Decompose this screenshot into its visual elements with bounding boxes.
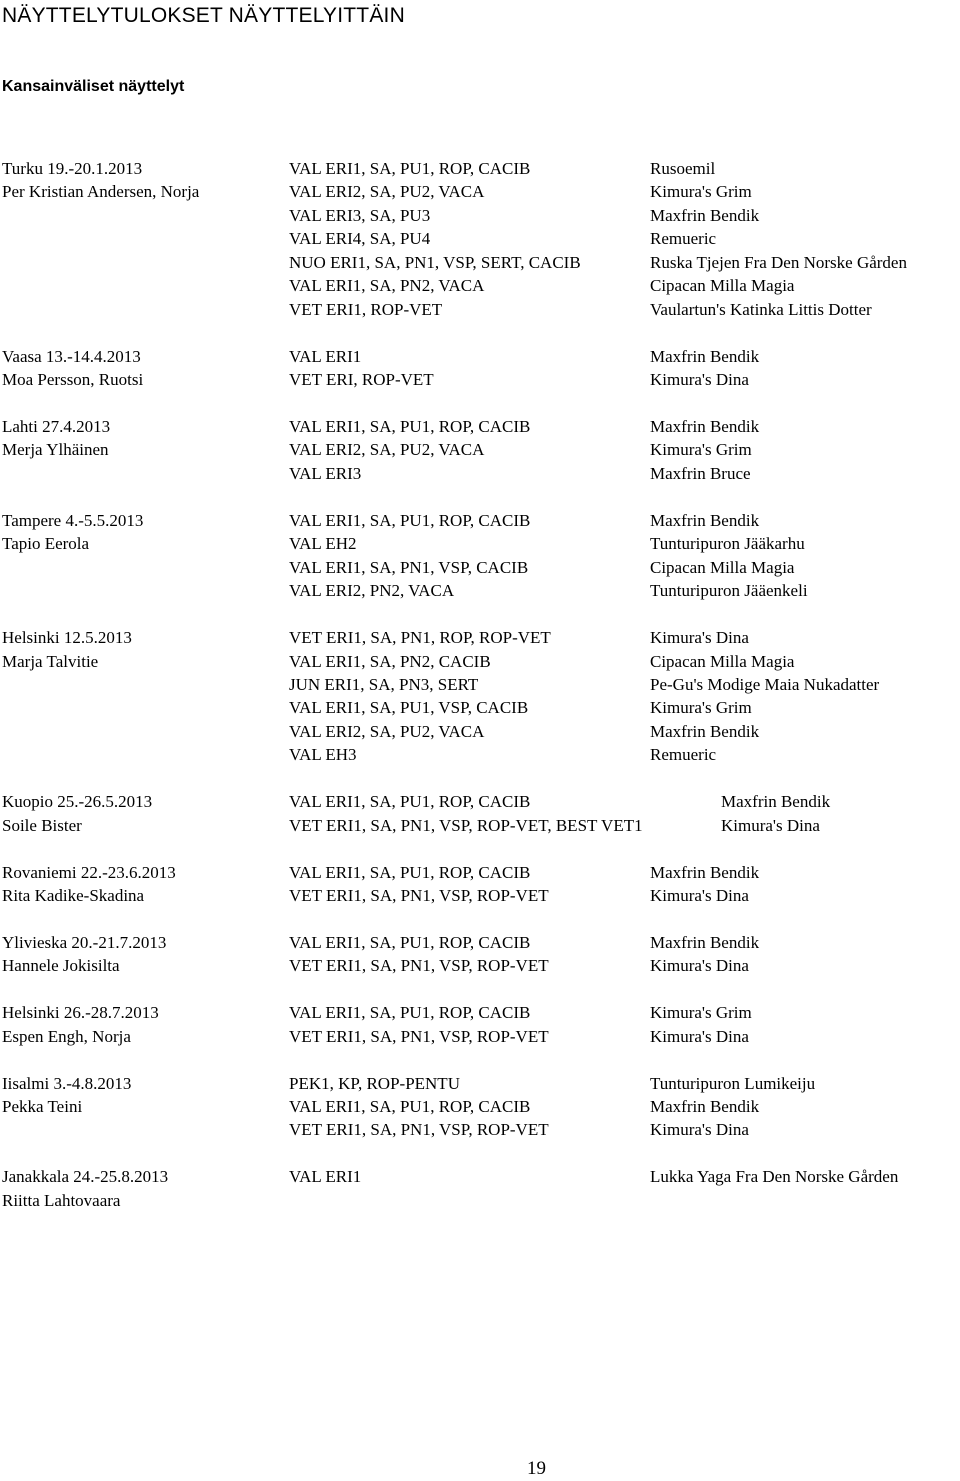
show-place-date: Turku 19.-20.1.2013 [2,159,143,178]
show-judge: Merja Ylhäinen [2,440,109,460]
dog-name: Maxfrin Bendik [650,416,760,436]
show-judge: Moa Persson, Ruotsi [2,370,144,389]
result-row [0,1095,960,1118]
show-place-date: Kuopio 25.-26.5.2013 [2,792,153,812]
result-row [0,1001,960,1024]
result-row [0,884,960,907]
result-row [0,345,960,368]
result-row [0,556,960,579]
dog-name: Maxfrin Bendik [650,205,760,225]
result-grade: VAL ERI1, SA, PU1, VSP, CACIB [289,698,529,718]
show-place-date: Vaasa 13.-14.4.2013 [2,346,141,366]
show-judge: Rita Kadike-Skadina [2,885,145,905]
result-row [0,579,960,602]
result-row [0,157,960,180]
show-place-date: Lahti 27.4.2013 [2,416,111,436]
dog-name: Lukka Yaga Fra Den Norske Gården [650,1167,899,1187]
dog-name: Kimura's Dina [650,1120,749,1140]
result-row [0,298,960,321]
result-grade: VAL ERI1 [289,1167,362,1187]
result-row [0,227,960,250]
dog-name: Remueric [650,229,717,249]
result-row [0,626,960,649]
result-row [0,1165,960,1188]
result-grade: VAL ERI1, SA, PU1, ROP, CACIB [289,510,531,530]
dog-name: Maxfrin Bendik [650,510,760,530]
show-judge: Tapio Eerola [2,534,90,554]
result-grade: NUO ERI1, SA, PN1, VSP, SERT, CACIB [289,252,581,272]
dog-name: Tunturipuron Lumikeiju [650,1073,816,1093]
result-row [0,251,960,274]
result-grade: VAL ERI1, SA, PU1, ROP, CACIB [289,932,531,952]
result-row [0,204,960,227]
page-number: 19 [527,1458,546,1479]
dog-name: Maxfrin Bendik [721,792,831,812]
result-row [0,1072,960,1095]
result-grade: VAL EH2 [289,534,357,554]
result-row [0,1118,960,1141]
dog-name: Rusoemil [650,159,716,178]
result-grade: VAL ERI4, SA, PU4 [289,229,431,249]
show-judge: Soile Bister [2,815,82,835]
result-grade: VAL ERI1, SA, PU1, ROP, CACIB [289,416,531,436]
dog-name: Ruska Tjejen Fra Den Norske Gården [650,252,907,272]
result-grade: VET ERI1, SA, PN1, VSP, ROP-VET [289,956,549,976]
dog-name: Maxfrin Bruce [650,463,751,483]
show-place-date: Iisalmi 3.-4.8.2013 [2,1073,132,1093]
result-grade: VAL ERI2, SA, PU2, VACA [289,721,485,741]
dog-name: Kimura's Grim [650,1003,752,1023]
show-place-date: Tampere 4.-5.5.2013 [2,510,144,530]
dog-name: Maxfrin Bendik [650,862,760,882]
result-row [0,274,960,297]
dog-name: Cipacan Milla Magia [650,557,795,577]
result-grade: VAL ERI1, SA, PN2, CACIB [289,651,491,671]
show-judge: Pekka Teini [2,1097,83,1116]
show-place-date: Helsinki 12.5.2013 [2,628,132,647]
result-row [0,1189,960,1212]
result-row [0,814,960,837]
dog-name: Kimura's Grim [650,440,752,460]
result-grade: VAL ERI1, SA, PU1, ROP, CACIB [289,1003,531,1023]
result-grade: VET ERI1, ROP-VET [289,299,443,319]
dog-name: Tunturipuron Jääkarhu [650,534,805,554]
result-grade: VAL ERI3 [289,463,362,483]
result-grade: VAL ERI1, SA, PU1, ROP, CACIB [289,159,531,178]
result-row [0,462,960,485]
dog-name: Kimura's Dina [650,1026,749,1046]
show-judge: Marja Talvitie [2,651,99,671]
show-place-date: Janakkala 24.-25.8.2013 [2,1167,169,1187]
result-row [0,180,960,203]
result-grade: VAL ERI1, SA, PU1, ROP, CACIB [289,1097,531,1116]
show-judge: Per Kristian Andersen, Norja [2,182,200,202]
result-row [0,368,960,391]
dog-name: Tunturipuron Jääenkeli [650,581,808,601]
dog-name: Cipacan Milla Magia [650,651,795,671]
result-row [0,415,960,438]
result-grade: VAL ERI1 [289,346,362,366]
dog-name: Kimura's Grim [650,182,752,202]
result-grade: JUN ERI1, SA, PN3, SERT [289,674,479,694]
result-grade: VAL EH3 [289,745,357,765]
result-row [0,650,960,673]
result-row [0,532,960,555]
result-grade: VAL ERI1, SA, PN1, VSP, CACIB [289,557,529,577]
page-title: NÄYTTELYTULOKSET NÄYTTELYITTÄIN [2,4,405,27]
show-judge: Espen Engh, Norja [2,1026,131,1046]
result-grade: VET ERI1, SA, PN1, VSP, ROP-VET [289,885,549,905]
show-place-date: Helsinki 26.-28.7.2013 [2,1003,159,1023]
result-row [0,931,960,954]
result-grade: VET ERI1, SA, PN1, ROP, ROP-VET [289,628,551,647]
result-row [0,673,960,696]
show-place-date: Ylivieska 20.-21.7.2013 [2,932,167,952]
result-grade: VAL ERI3, SA, PU3 [289,205,431,225]
dog-name: Kimura's Dina [650,628,749,647]
result-grade: VET ERI1, SA, PN1, VSP, ROP-VET, BEST VET1 [289,815,643,835]
dog-name: Kimura's Dina [650,370,749,389]
dog-name: Kimura's Grim [650,698,752,718]
show-place-date: Rovaniemi 22.-23.6.2013 [2,862,176,882]
result-row [0,509,960,532]
dog-name: Vaulartun's Katinka Littis Dotter [650,299,872,319]
dog-name: Maxfrin Bendik [650,346,760,366]
dog-name: Maxfrin Bendik [650,721,760,741]
result-row [0,438,960,461]
dog-name: Kimura's Dina [721,815,820,835]
dog-name: Maxfrin Bendik [650,1097,760,1116]
result-grade: VET ERI1, SA, PN1, VSP, ROP-VET [289,1120,549,1140]
result-row [0,696,960,719]
dog-name: Cipacan Milla Magia [650,276,795,296]
dog-name: Kimura's Dina [650,956,749,976]
result-row [0,861,960,884]
result-grade: VAL ERI2, SA, PU2, VACA [289,440,485,460]
result-row [0,720,960,743]
result-row [0,954,960,977]
result-grade: VAL ERI2, SA, PU2, VACA [289,182,485,202]
show-judge: Riitta Lahtovaara [2,1190,121,1210]
show-judge: Hannele Jokisilta [2,956,120,976]
result-grade: VAL ERI1, SA, PU1, ROP, CACIB [289,792,531,812]
result-grade: VAL ERI1, SA, PU1, ROP, CACIB [289,862,531,882]
section-title: Kansainväliset näyttelyt [2,78,185,95]
dog-name: Kimura's Dina [650,885,749,905]
result-grade: VAL ERI1, SA, PN2, VACA [289,276,485,296]
dog-name: Pe-Gu's Modige Maia Nukadatter [650,674,880,694]
result-grade: VAL ERI2, PN2, VACA [289,581,455,601]
result-row [0,1025,960,1048]
result-grade: VET ERI1, SA, PN1, VSP, ROP-VET [289,1026,549,1046]
result-grade: VET ERI, ROP-VET [289,370,434,389]
dog-name: Remueric [650,745,717,765]
result-grade: PEK1, KP, ROP-PENTU [289,1073,460,1093]
result-row [0,743,960,766]
dog-name: Maxfrin Bendik [650,932,760,952]
result-row [0,790,960,813]
